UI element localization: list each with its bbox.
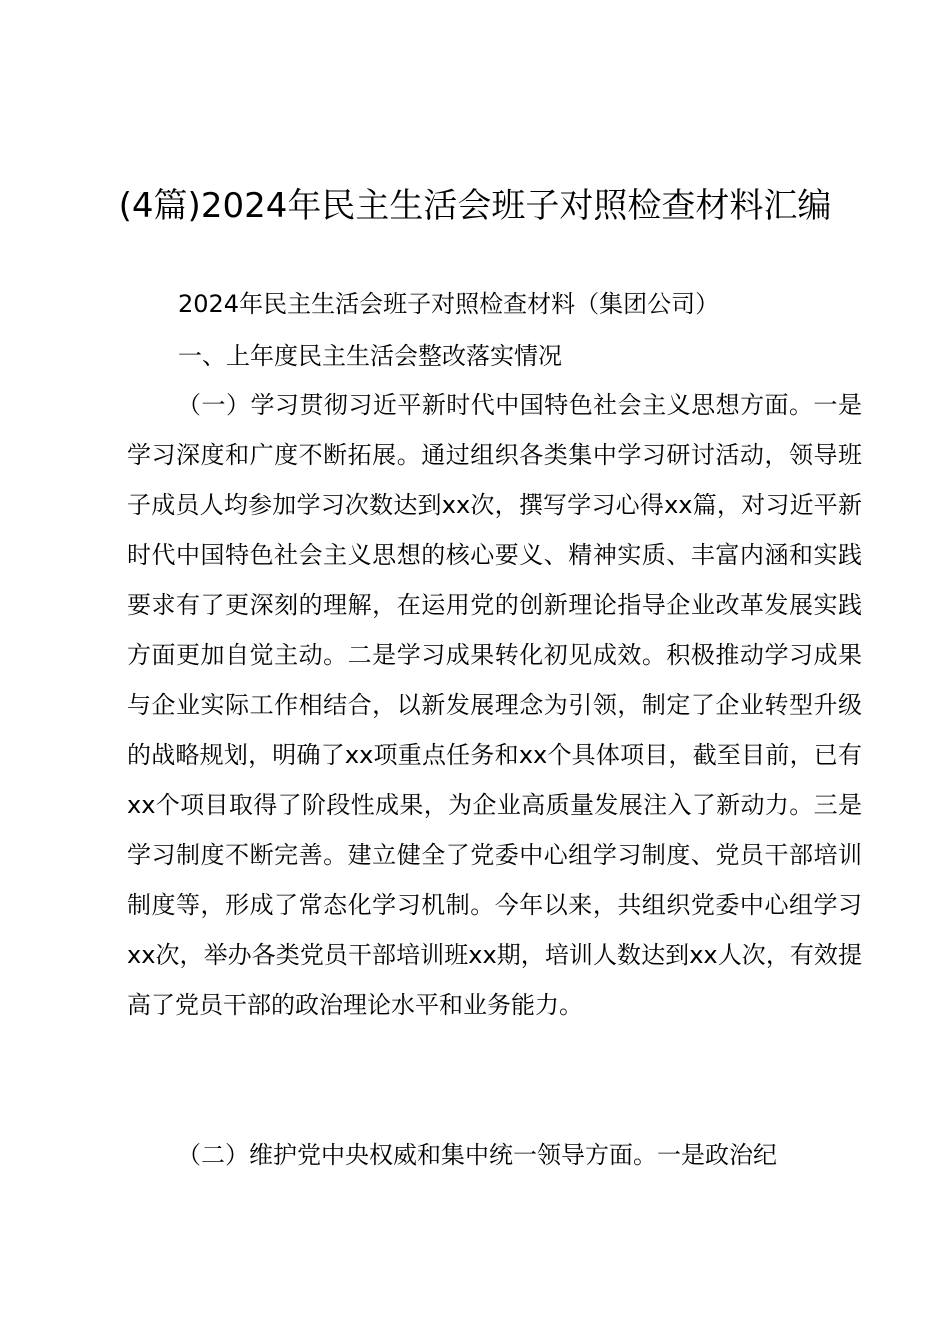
body-paragraph: （一）学习贯彻习近平新时代中国特色社会主义思想方面。一是学习深度和广度不断拓展。通过组织各类集中学习研讨活动，领导班子成员人均参加学习次数达到xx次，撰写学习心得xx篇，对习近平新时代中国特色社会主义思想的核心要义、精神实质、丰富内涵和实践要求有了更深刻的理解，在运用党的创新理论指导企业改革发展实践方面更加自觉主动。二是学习成果转化初见成效。积极推动学习成果与企业实际工作相结合，以新发展理念为引领，制定了企业转型升级的战略规划，明确了xx项重点任务和xx个具体项目，截至目前，已有xx个项目取得了阶段性成果，为企业高质量发展注入了新动力。三是学习制度不断完善。建立健全了党委中心组学习制度、党员干部培训制度等，形成了常态化学习机制。今年以来，共组织党委中心组学习xx次，举办各类党员干部培训班xx期，培训人数达到xx人次，有效提高了党员干部的政治理论水平和业务能力。 [127, 391, 862, 1019]
document-title: (4篇)2024年民主生活会班子对照检查材料汇编 [118, 186, 832, 226]
document-subtitle: 2024年民主生活会班子对照检查材料（集团公司） [178, 290, 720, 318]
body-paragraph: （二）维护党中央权威和集中统一领导方面。一是政治纪 [177, 1141, 777, 1169]
section-heading: 一、上年度民主生活会整改落实情况 [178, 342, 562, 370]
